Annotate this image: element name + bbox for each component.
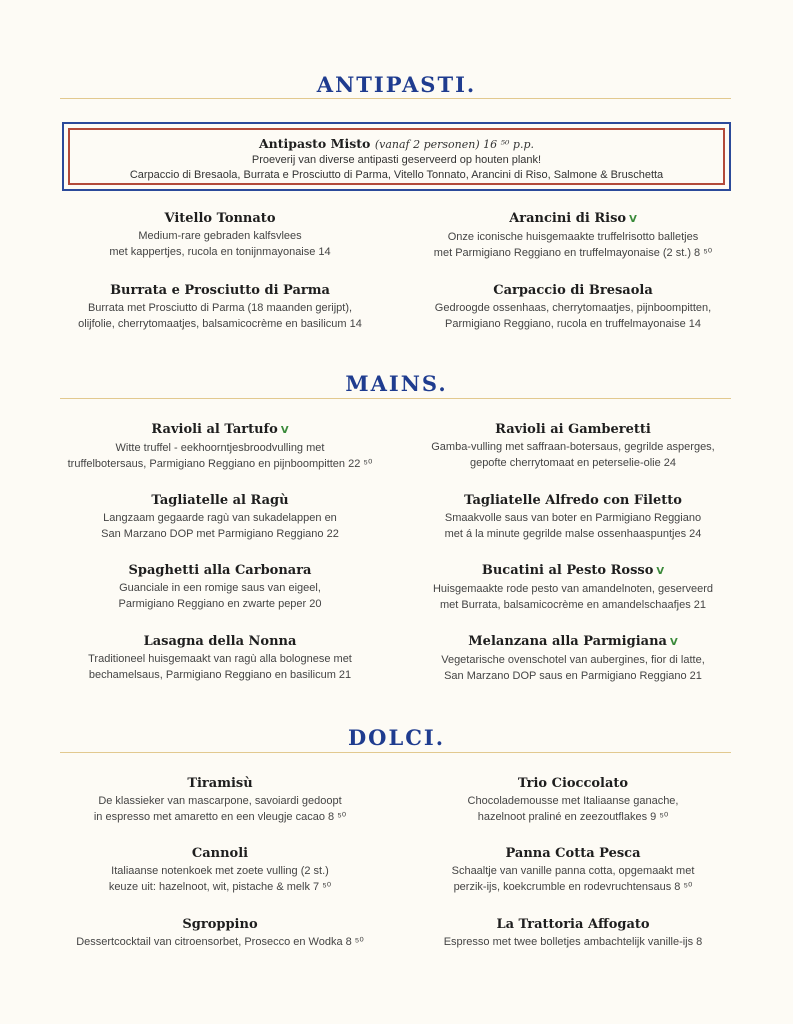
item-desc-1: Gamba-vulling met saffraan-botersaus, gegrilde asperges,	[431, 441, 715, 453]
item-desc-2: Parmigiano Reggiano, rucola en truffelmayonaise 14	[444, 318, 701, 330]
antipasti-title: ANTIPASTI.	[316, 72, 477, 97]
item-desc-2: San Marzano DOP met Parmigiano Reggiano 22	[101, 528, 339, 540]
item-desc-2: hazelnoot praliné en zeezoutflakes 9 ⁵⁰	[477, 811, 669, 823]
misto-note: (vanaf 2 personen) 16 ⁵⁰ p.p.	[374, 138, 535, 151]
vegetarian-icon: V	[669, 637, 678, 648]
menu-item	[30, 282, 410, 332]
mains-divider	[60, 398, 731, 399]
menu-item	[383, 633, 763, 684]
item-desc-2: met Parmigiano Reggiano en truffelmayonaise (2 st.) 8 ⁵⁰	[433, 247, 713, 259]
menu-item	[30, 492, 410, 542]
item-desc-1: Chocolademousse met Italiaanse ganache,	[467, 795, 679, 807]
item-name: Ravioli al Tartufo	[151, 422, 278, 437]
menu-item	[383, 210, 763, 261]
antipasti-divider	[60, 98, 731, 99]
mains-title: MAINS.	[345, 371, 448, 396]
menu-item	[383, 492, 763, 542]
menu-item	[383, 282, 763, 332]
item-desc-1: Dessertcocktail van citroensorbet, Prosecco en Wodka 8 ⁵⁰	[76, 936, 364, 948]
item-desc-2: gepofte cherrytomaat en peterselie-olie 24	[469, 457, 677, 469]
menu-item	[383, 421, 763, 471]
item-desc-1: Medium-rare gebraden kalfsvlees	[138, 230, 302, 242]
item-desc-1: Traditioneel huisgemaakt van ragù alla bolognese met	[88, 653, 352, 665]
item-desc-2: in espresso met amaretto en een vleugje cacao 8 ⁵⁰	[93, 811, 347, 823]
item-name: Cannoli	[191, 846, 249, 861]
menu-item	[30, 421, 410, 472]
item-name: Burrata e Prosciutto di Parma	[110, 283, 330, 298]
item-name: Carpaccio di Bresaola	[493, 283, 653, 298]
menu-item	[30, 916, 410, 950]
item-desc-2: met á la minute gegrilde malse ossenhaaspuntjes 24	[444, 528, 702, 540]
item-name: Arancini di Riso	[509, 211, 627, 226]
item-desc-2: bechamelsaus, Parmigiano Reggiano en basilicum 21	[88, 669, 352, 681]
item-desc-2: met kappertjes, rucola en tonijnmayonaise 14	[109, 246, 331, 258]
menu-item	[30, 775, 410, 825]
item-desc-1: Langzaam gegaarde ragù van sukadelappen en	[103, 512, 337, 524]
item-desc-2: olijfolie, cherrytomaatjes, balsamicocrème en basilicum 14	[78, 318, 362, 330]
antipasto-misto-box	[62, 122, 731, 191]
item-name: Trio Cioccolato	[517, 776, 629, 791]
menu-item	[383, 845, 763, 895]
item-desc-2: truffelbotersaus, Parmigiano Reggiano en pijnboompitten 22 ⁵⁰	[67, 458, 373, 470]
dolci-title: DOLCI.	[347, 725, 446, 750]
item-name: Bucatini al Pesto Rosso	[481, 563, 654, 578]
item-desc-1: Onze iconische huisgemaakte truffelrisotto balletjes	[447, 231, 699, 243]
item-name: Tagliatelle al Ragù	[151, 493, 289, 508]
item-desc-1: Schaaltje van vanille panna cotta, opgemaakt met	[451, 865, 695, 877]
misto-name: Antipasto Misto	[258, 136, 371, 151]
item-desc-2: met Burrata, balsamicocrème en amandelschaafjes 21	[440, 599, 706, 611]
item-name: Melanzana alla Parmigiana	[468, 634, 667, 649]
item-name: Vitello Tonnato	[164, 211, 276, 226]
item-desc-2: perzik-ijs, koekcrumble en rodevruchtensaus 8 ⁵⁰	[453, 881, 693, 893]
menu-item	[30, 210, 410, 260]
misto-line-1: Proeverij van diverse antipasti geserveerd op houten plank!	[251, 154, 542, 166]
item-desc-2: San Marzano DOP saus en Parmigiano Reggiano 21	[444, 670, 702, 682]
vegetarian-icon: V	[280, 425, 289, 436]
item-desc-1: Burrata met Prosciutto di Parma (18 maanden gerijpt),	[87, 302, 353, 314]
menu-item	[30, 845, 410, 895]
item-desc-1: Italiaanse notenkoek met zoete vulling (2 st.)	[111, 865, 329, 877]
menu-item	[383, 775, 763, 825]
menu-item	[383, 562, 763, 613]
item-desc-1: De klassieker van mascarpone, savoiardi gedoopt	[98, 795, 342, 807]
item-desc-1: Vegetarische ovenschotel van aubergines, fior di latte,	[441, 654, 705, 666]
item-desc-2: Parmigiano Reggiano en zwarte peper 20	[118, 598, 322, 610]
item-name: Lasagna della Nonna	[143, 634, 297, 649]
item-name: Sgroppino	[182, 917, 258, 932]
item-desc-1: Witte truffel - eekhoorntjesbroodvulling met	[115, 442, 325, 454]
item-name: Spaghetti alla Carbonara	[128, 563, 312, 578]
item-name: Tiramisù	[187, 776, 253, 791]
item-desc-1: Guanciale in een romige saus van eigeel,	[119, 582, 321, 594]
item-desc-2: keuze uit: hazelnoot, wit, pistache & melk 7 ⁵⁰	[108, 881, 332, 893]
vegetarian-icon: V	[629, 214, 637, 225]
dolci-divider	[60, 752, 731, 753]
vegetarian-icon: V	[656, 566, 665, 577]
misto-line-2: Carpaccio di Bresaola, Burrata e Prosciutto di Parma, Vitello Tonnato, Arancini di Riso, Salmone & Bruschetta	[129, 169, 664, 181]
item-desc-1: Huisgemaakte rode pesto van amandelnoten, geserveerd	[432, 583, 714, 595]
item-name: Ravioli ai Gamberetti	[495, 422, 651, 437]
item-desc-1: Gedroogde ossenhaas, cherrytomaatjes, pijnboompitten,	[434, 302, 712, 314]
menu-item	[30, 562, 410, 612]
menu-item	[383, 916, 763, 950]
item-name: La Trattoria Affogato	[496, 917, 650, 932]
item-name: Panna Cotta Pesca	[505, 846, 641, 861]
item-desc-1: Espresso met twee bolletjes ambachtelijk vanille-ijs 8	[443, 936, 703, 948]
menu-item	[30, 633, 410, 683]
item-desc-1: Smaakvolle saus van boter en Parmigiano Reggiano	[444, 512, 702, 524]
item-name: Tagliatelle Alfredo con Filetto	[464, 493, 682, 508]
